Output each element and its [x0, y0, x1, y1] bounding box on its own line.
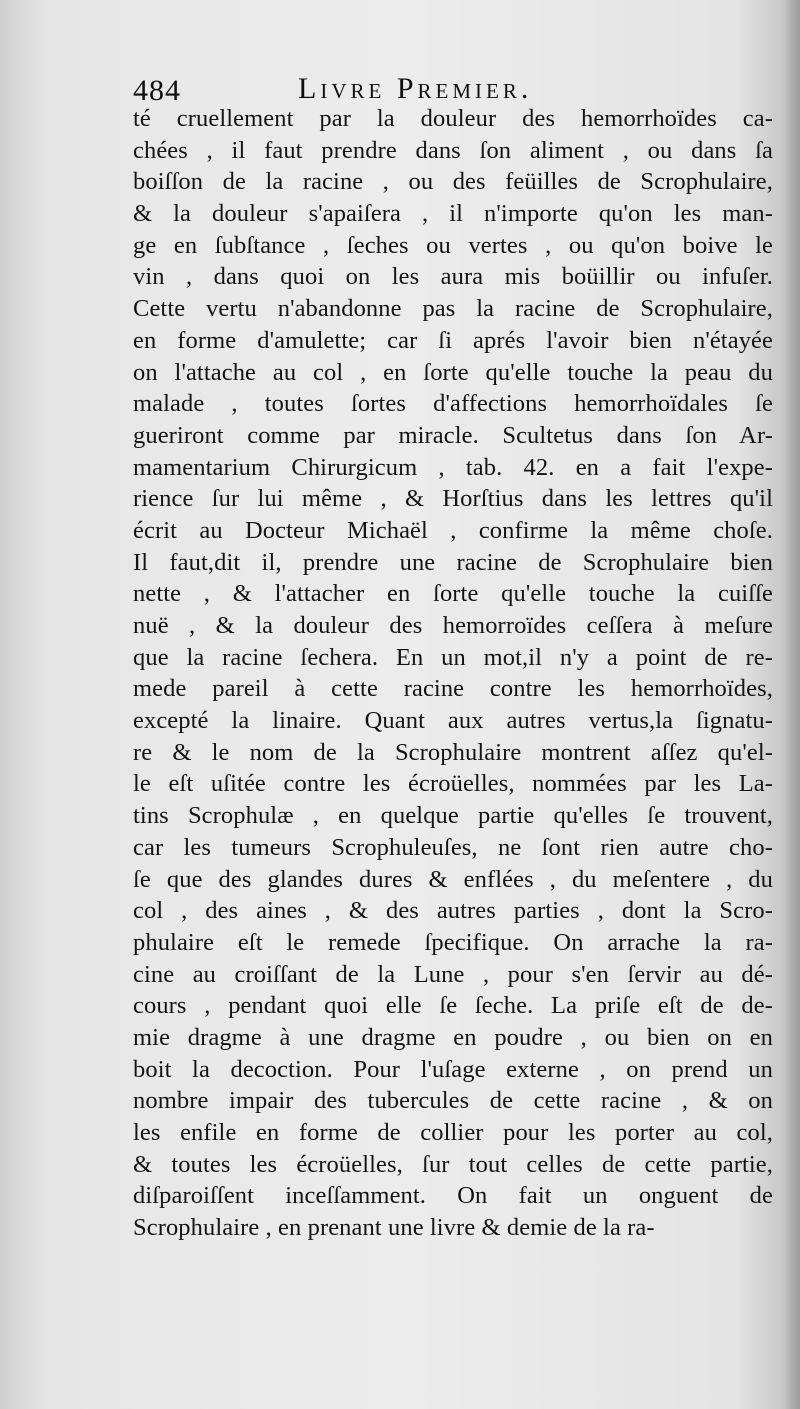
text-line: nuë , & la douleur des hemorroïdes ceſſera à meſure — [133, 612, 773, 639]
text-line: boiſſon de la racine , ou des feüilles de Scrophulaire, — [133, 168, 773, 196]
text-line: rience ſur lui même , & Horſtius dans les lettres qu'il — [133, 485, 773, 513]
text-line: malade , toutes ſortes d'affections hemorrhoïdales ſe — [133, 390, 773, 418]
text-line: cours , pendant quoi elle ſe ſeche. La priſe eſt de de- — [133, 992, 773, 1020]
text-line: té cruellement par la douleur des hemorrhoïdes ca- — [133, 105, 773, 132]
text-line: chées , il faut prendre dans ſon aliment , ou dans ſa — [133, 136, 773, 164]
text-line: en forme d'amulette; car ſi aprés l'avoir bien n'étayée — [133, 326, 773, 354]
text-line: Cette vertu n'abandonne pas la racine de Scrophulaire, — [133, 295, 773, 323]
text-line: & la douleur s'apaiſera , il n'importe qu'on les man- — [133, 200, 773, 228]
text-line: tins Scrophulæ , en quelque partie qu'elles ſe trouvent, — [133, 802, 773, 830]
page-edge-shadow — [782, 0, 800, 1409]
text-line: que la racine ſechera. En un mot,il n'y a point de re- — [133, 643, 773, 671]
text-line: col , des aines , & des autres parties , dont la Scro- — [133, 897, 773, 925]
text-line: excepté la linaire. Quant aux autres vertus,la ſignatu- — [133, 707, 773, 735]
text-line: Il faut,dit il, prendre une racine de Scrophulaire bien — [133, 548, 773, 576]
text-line: ſe que des glandes dures & enflées , du meſentere , du — [133, 865, 773, 893]
body-text — [133, 103, 773, 1244]
text-line: boit la decoction. Pour l'uſage externe , on prend un — [133, 1055, 773, 1083]
text-line: gueriront comme par miracle. Scultetus dans ſon Ar- — [133, 421, 773, 449]
running-head: Livre Premier. — [298, 72, 533, 105]
text-line: mede pareil à cette racine contre les hemorrhoïdes, — [133, 675, 773, 703]
text-line: car les tumeurs Scrophuleuſes, ne ſont rien autre cho- — [133, 833, 773, 861]
page-number: 484 — [133, 74, 181, 107]
text-line: & toutes les écroüelles, ſur tout celles de cette partie, — [133, 1150, 773, 1178]
text-line: nette , & l'attacher en ſorte qu'elle touche la cuiſſe — [133, 580, 773, 608]
text-line: Scrophulaire , en prenant une livre & demie de la ra- — [133, 1214, 655, 1242]
text-line: mie dragme à une dragme en poudre , ou bien on en — [133, 1023, 773, 1051]
text-line: diſparoiſſent inceſſamment. On fait un onguent de — [133, 1182, 773, 1210]
text-line: ge en ſubſtance , ſeches ou vertes , ou qu'on boive le — [133, 231, 773, 259]
text-line: vin , dans quoi on les aura mis boüillir ou infuſer. — [133, 263, 773, 291]
text-line: phulaire eſt le remede ſpecifique. On arrache la ra- — [133, 928, 773, 956]
text-line: nombre impair des tubercules de cette racine , & on — [133, 1087, 773, 1115]
text-line: re & le nom de la Scrophulaire montrent aſſez qu'el- — [133, 738, 773, 766]
text-line: écrit au Docteur Michaël , confirme la même choſe. — [133, 516, 773, 544]
text-line: les enfile en forme de collier pour les porter au col, — [133, 1119, 773, 1146]
text-line: cine au croiſſant de la Lune , pour s'en ſervir au dé- — [133, 960, 773, 988]
text-line: on l'attache au col , en ſorte qu'elle touche la peau du — [133, 358, 773, 386]
text-line: mamentarium Chirurgicum , tab. 42. en a fait l'expe- — [133, 453, 773, 481]
text-line: le eſt uſitée contre les écroüelles, nommées par les La- — [133, 770, 773, 798]
